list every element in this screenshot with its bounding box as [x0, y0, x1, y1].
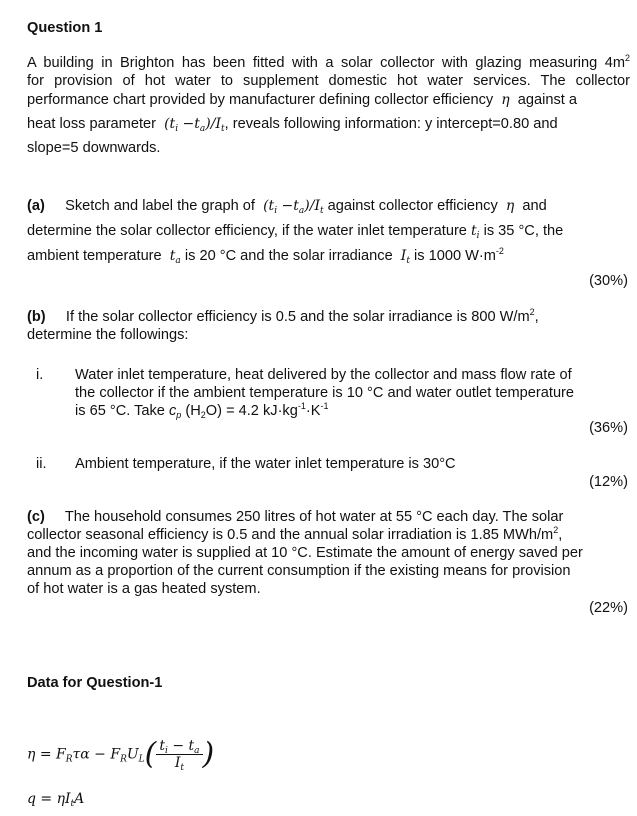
part-b-item-1-marks: (36%) — [589, 420, 628, 436]
question-title: Question 1 — [27, 20, 103, 36]
part-c-marks: (22%) — [589, 600, 628, 616]
part-a-line-1: (a) Sketch and label the graph of $(t_i -t_a)/I_t$ against collector efficiency η and — [27, 198, 547, 216]
part-c-line-2: collector seasonal efficiency is 0.5 and the annual solar irradiation is 1.85 MWh/$m^2$, — [27, 525, 563, 543]
heat-delivered-equation: $q = \eta I_tA$ — [27, 791, 85, 809]
part-b-item-2-number: ii. — [36, 456, 47, 472]
intro-line-2: for provision of hot water to supplement domestic hot water services. The collector — [27, 73, 630, 89]
part-b-item-2-marks: (12%) — [589, 474, 628, 490]
part-b-item-2-text: Ambient temperature, if the water inlet temperature is 30°C — [75, 456, 456, 472]
intro-line-1: A building in Brighton has been fitted with a solar collector with glazing measuring $4m^2$ — [27, 53, 630, 71]
part-b-item-1-text: Water inlet temperature, heat delivered by the collector and mass flow rate of the collector if the ambient temperature is 10 °C and water outlet temperature is 65 °C. Take $c_p$ $(H_2O) = 4.2$ $kJ\cdot kg^{-1}\cdot K^{-1}$ — [75, 367, 575, 420]
intro-line-5: slope=5 downwards. — [27, 140, 161, 156]
efficiency-equation: $\eta = F_R\tau\alpha - F_RU_L$( $\frac{t_i - t_a}{I_t}$ ) — [27, 736, 215, 773]
part-b-item-1-number: i. — [36, 367, 44, 383]
data-section-title: Data for Question-1 — [27, 675, 163, 691]
part-a-marks: (30%) — [589, 273, 628, 289]
part-c-line-1: (c) The household consumes 250 litres of hot water at 55 °C each day. The solar — [27, 509, 564, 525]
heat-loss-parameter: $(t_i -t_a)/I_t$ — [164, 116, 225, 134]
part-a-line-3: ambient temperature $t_a$ is 20 °C and the solar irradiance $I_t$ is 1000 $W\cdot m^{-2}$ — [27, 246, 504, 266]
part-c-line-4: annum as a proportion of the current consumption if the existing means for provision — [27, 563, 571, 579]
equation-fraction: $\frac{t_i - t_a}{I_t}$ — [156, 738, 202, 771]
part-c-line-3: and the incoming water is supplied at 10 °C. Estimate the amount of energy saved per — [27, 545, 583, 561]
part-b-line-2: determine the followings: — [27, 327, 189, 343]
intro-line-4: heat loss parameter $(t_i -t_a)/I_t$, reveals following information: y intercept=0.80 and — [27, 116, 558, 134]
part-a-line-2: determine the solar collector efficiency, if the water inlet temperature $t_i$ is 35 °C, the — [27, 223, 564, 241]
part-b-line-1: (b) If the solar collector efficiency is 0.5 and the solar irradiance is 800 $W/m^2$, — [27, 307, 539, 325]
part-c-line-5: of hot water is a gas heated system. — [27, 581, 261, 597]
intro-line-3: performance chart provided by manufacturer defining collector efficiency η against a — [27, 92, 578, 108]
